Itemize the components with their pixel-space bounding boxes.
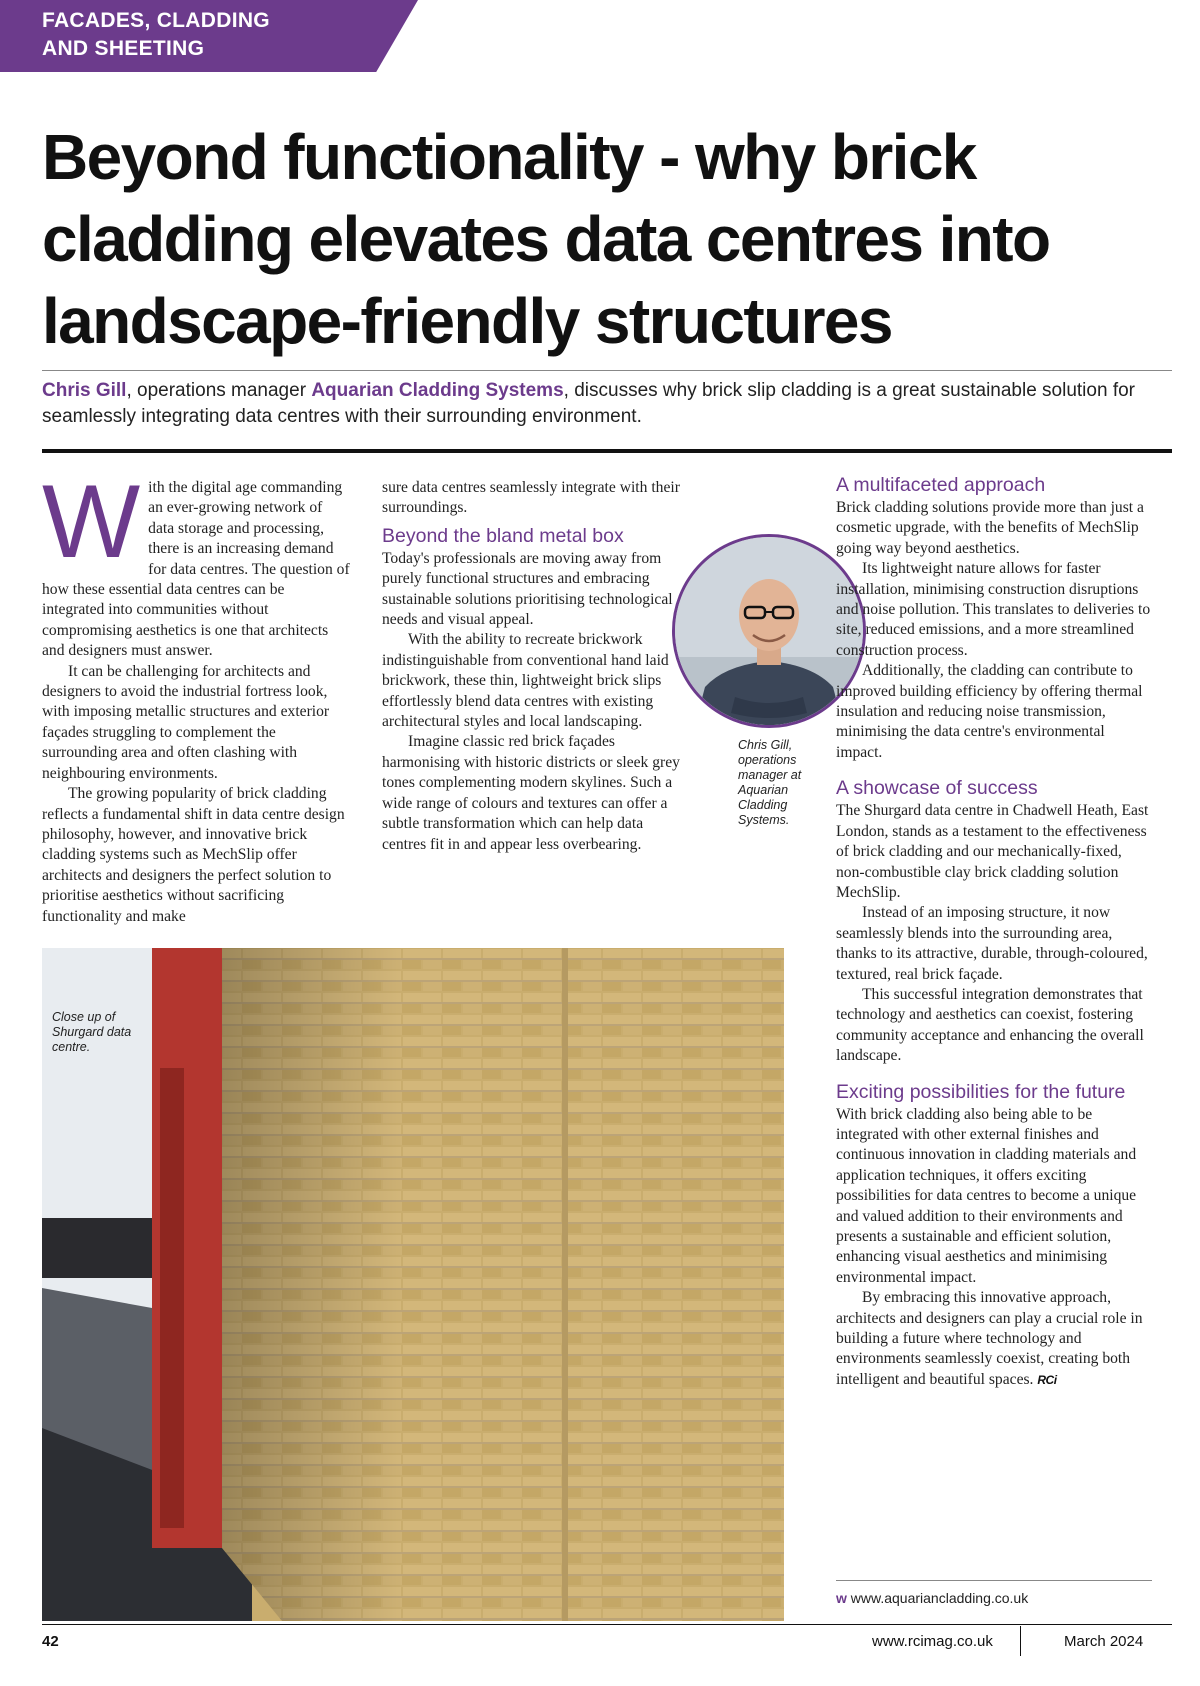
body-paragraph: With the ability to recreate brickwork indistinguishable from conventional hand laid brickwork, these thin, lightweight brick slips effortlessly blend data centres with existing architectural styles and local landscaping.: [382, 631, 669, 731]
body-paragraph: Imagine classic red brick façades harmonising with historic districts or sleek grey tones complementing modern skylines. Such a wide range of colours and textures can offer a subtle transformation which can help data centres fit in and appear less overbearing.: [382, 733, 680, 853]
standfirst: [42, 378, 1162, 430]
body-paragraph: Its lightweight nature allows for faster installation, minimising construction disruptions and noise pollution. This translates to deliveries to site, reduced emissions, and a more streamlined construction process.: [836, 560, 1151, 659]
issue-date: March 2024: [1064, 1633, 1144, 1650]
body-paragraph: [836, 1288, 1152, 1390]
subheading: Exciting possibilities for the future: [836, 1080, 1126, 1103]
footer-separator: [1020, 1626, 1021, 1656]
section-label-line2: AND SHEETING: [42, 37, 205, 60]
web-divider: [836, 1580, 1152, 1581]
body-paragraph: ith the digital age commanding an ever-growing network of data storage and processing, there is an increasing demand for data centres. The question of how these essential data centres can be integrated into communities without compromising aesthetics is one that architects and designers must answer.: [42, 479, 350, 660]
magazine-website[interactable]: www.rcimag.co.uk: [872, 1633, 993, 1650]
brick-wall-illustration: [42, 948, 784, 1621]
web-prefix: w: [836, 1590, 847, 1606]
body-paragraph: This successful integration demonstrates that technology and aesthetics can coexist, fostering community acceptance and enhancing the overall landscape.: [836, 985, 1144, 1065]
brick-facade-photo: [42, 948, 784, 1621]
web-url[interactable]: www.aquariancladding.co.uk: [850, 1590, 1029, 1606]
subheading: Beyond the bland metal box: [382, 524, 624, 547]
portrait-caption: Chris Gill, operations manager at Aquarian Cladding Systems.: [738, 738, 802, 827]
company-website[interactable]: [836, 1590, 1028, 1606]
body-paragraph: It can be challenging for architects and designers to avoid the industrial fortress look, with imposing metallic structures and exterior façades struggling to complement the surrounding area and often clashing with neighbouring environments.: [42, 662, 330, 782]
portrait-illustration: [675, 537, 863, 725]
standfirst-role: , operations manager: [126, 380, 312, 401]
company-name: Aquarian Cladding Systems: [311, 380, 564, 401]
body-paragraph: The growing popularity of brick cladding reflects a fundamental shift in data centre design philosophy, however, and innovative brick cladding systems such as MechSlip offer architects and designers the perfect solution to prioritise aesthetics without sacrificing functionality and make: [42, 785, 345, 925]
page-number: 42: [42, 1633, 59, 1650]
body-paragraph: sure data centres seamlessly integrate with their surroundings.: [382, 479, 680, 517]
section-label-line1: FACADES, CLADDING: [42, 9, 270, 32]
standfirst-text: , discusses why brick slip cladding is a great sustainable solution for seamlessly integrating data centres with their surrounding environment.: [42, 380, 1135, 427]
subheading: A multifaceted approach: [836, 474, 1046, 496]
column-3: [836, 474, 1152, 1390]
body-paragraph: Additionally, the cladding can contribute to improved building efficiency by offering thermal insulation and reducing noise transmission, minimising the data centre's environmental impact.: [836, 662, 1143, 761]
headline-divider: [42, 370, 1172, 371]
body-paragraph: Brick cladding solutions provide more than just a cosmetic upgrade, with the benefits of MechSlip going way beyond aesthetics.: [836, 499, 1144, 557]
rci-end-mark: RCi: [1037, 1372, 1057, 1387]
column-1: [42, 464, 350, 927]
standfirst-divider: [42, 449, 1172, 453]
body-paragraph: Instead of an imposing structure, it now seamlessly blends into the surrounding area, thanks to its attractive, durable, through-coloured, textured, real brick façade.: [836, 904, 1148, 983]
body-paragraph: With brick cladding also being able to be integrated with other external finishes and continuous innovation in cladding materials and application techniques, it offers exciting possibilities for data centres to become a unique and valued addition to their environments and presents a sustainable and efficient solution, enhancing visual aesthetics and minimising environmental impact.: [836, 1105, 1137, 1286]
closing-text: By embracing this innovative approach, architects and designers can play a crucial role in building a future where technology and environments seamlessly coexist, creating both intelligent and beautiful spaces.: [836, 1289, 1143, 1388]
article-headline: Beyond functionality - why brick cladding elevates data centres into landscape-friendly structures: [42, 121, 1050, 357]
body-paragraph: The Shurgard data centre in Chadwell Heath, East London, stands as a testament to the effectiveness of brick cladding and our mechanically-fixed, non-combustible clay brick cladding solution MechSlip.: [836, 802, 1149, 901]
column-2: [382, 478, 682, 855]
footer-rule: [42, 1624, 1172, 1625]
section-label: [42, 7, 382, 63]
body-paragraph: Today's professionals are moving away from purely functional structures and embracing sustainable solutions prioritising technological needs and visual appeal.: [382, 549, 673, 629]
author-name: Chris Gill: [42, 380, 127, 401]
photo-caption: Close up of Shurgard data centre.: [52, 1010, 132, 1054]
drop-cap: W: [42, 464, 141, 580]
subheading: A showcase of success: [836, 777, 1038, 800]
